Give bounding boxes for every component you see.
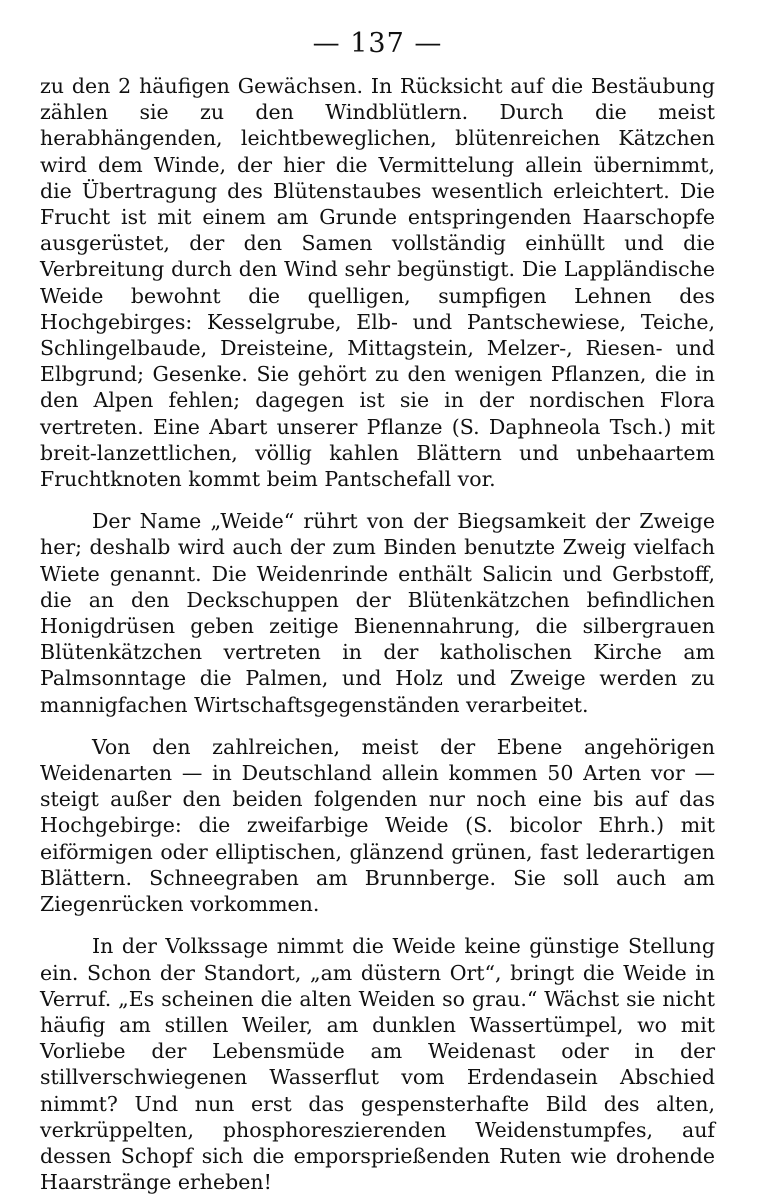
paragraph-3: Von den zahlreichen, meist der Ebene angehörigen Weidenarten — in Deutschland allein kommen 50 Arten vor — steigt außer den beiden folgenden nur noch eine bis auf das Hochgebirge: die zweifarbige Weide (S. bicolor Ehrh.) mit eiförmigen oder elliptischen, glänzend grünen, fast lederartigen Blättern. Schneegraben am Brunnberge. Sie soll auch am Ziegenrücken vorkommen. <box>40 734 715 917</box>
page-number: — 137 — <box>312 28 443 59</box>
paragraph-4: In der Volkssage nimmt die Weide keine günstige Stellung ein. Schon der Standort, „am düstern Ort“, bringt die Weide in Verruf. „Es scheinen die alten Weiden so grau.“ Wächst sie nicht häufig am stillen Weiler, am dunklen Wassertümpel, wo mit Vorliebe der Lebensmüde am Weidenast oder in der stillverschwiegenen Wasserflut vom Erdendasein Abschied nimmt? Und nun erst das gespensterhafte Bild des alten, verkrüppelten, phosphoreszierenden Weidenstumpfes, auf dessen Schopf sich die emporsprießenden Ruten wie drohende Haarstränge erheben! <box>40 934 715 1195</box>
paragraph-1: zu den 2 häufigen Gewächsen. In Rücksicht auf die Bestäubung zählen sie zu den Windblütlern. Durch die meist herabhängenden, leichtbeweglichen, blütenreichen Kätzchen wird dem Winde, der hier die Vermittelung allein übernimmt, die Übertragung des Blütenstaubes wesentlich erleichtert. Die Frucht ist mit einem am Grunde entspringenden Haarschopfe ausgerüstet, der den Samen vollständig einhüllt und die Verbreitung durch den Wind sehr begünstigt. Die Lappländische Weide bewohnt die quelligen, sumpfigen Lehnen des Hochgebirges: Kesselgrube, Elb- und Pantschewiese, Teiche, Schlingelbaude, Dreisteine, Mittagstein, Melzer-, Riesen- und Elbgrund; Gesenke. Sie gehört zu den wenigen Pflanzen, die in den Alpen fehlen; dagegen ist sie in der nordischen Flora vertreten. Eine Abart unserer Pflanze (S. Daphneola Tsch.) mit breit-lanzettlichen, völlig kahlen Blättern und unbehaartem Fruchtknoten kommt beim Pantschefall vor. <box>40 74 715 492</box>
paragraph-2: Der Name „Weide“ rührt von der Biegsamkeit der Zweige her; deshalb wird auch der zum Binden benutzte Zweig vielfach Wiete genannt. Die Weidenrinde enthält Salicin und Gerbstoff, die an den Deckschuppen der Blütenkätzchen befindlichen Honigdrüsen geben zeitige Bienennahrung, die silbergrauen Blütenkätzchen vertreten in der katholischen Kirche am Palmsonntage die Palmen, und Holz und Zweige werden zu mannigfachen Wirtschaftsgegenständen verarbeitet. <box>40 509 715 717</box>
